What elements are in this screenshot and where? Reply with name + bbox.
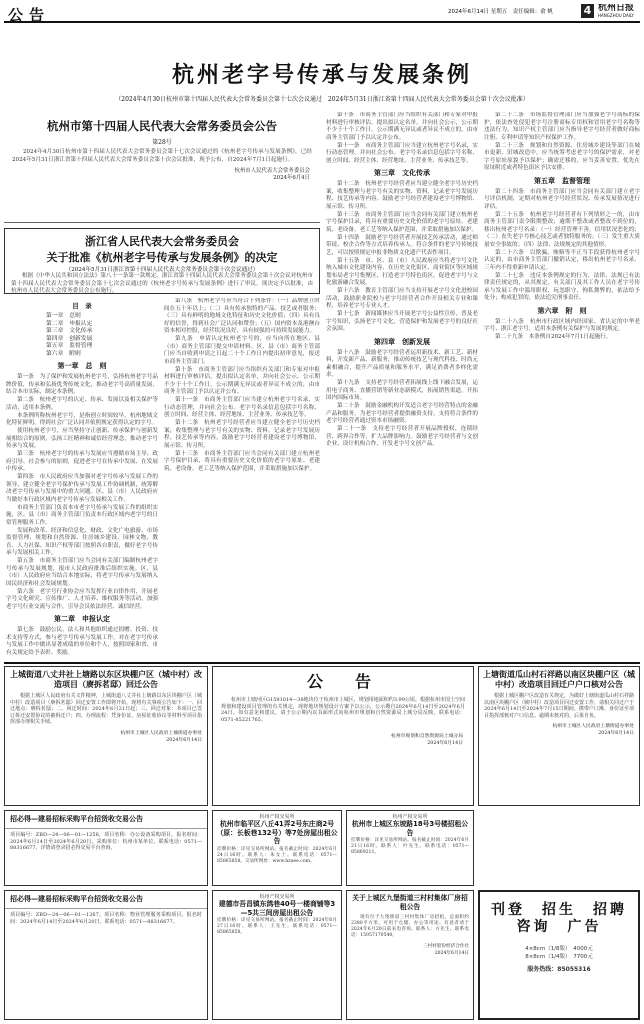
chapter-heading: 第五章 监督管理 (534, 176, 590, 185)
article-paragraph: 第二十九条 本条例自2024年7月1日起施行。 (495, 334, 612, 340)
promo-line: 咨询 广告 (516, 919, 602, 935)
toc-item: 第二章 申报认定 (46, 320, 93, 327)
article-paragraph: 市商务主管部门负责本市老字号传承与发展工作的组织实施，区、县（市）商务主管部门负责本行政区域内老字号的日常管理服务工作。 (6, 504, 158, 526)
article-paragraph: 第十二条 杭州老字号经营者应当建立健全老字号历史档案，收集整理与老字号有关的实物、资料，记录老字号发展历程、技艺传承等内容。鼓励老字号经营者建设老字号博物馆、展示馆、传习所。 (326, 181, 478, 210)
announcement-date: 2024年6月4日 (273, 175, 310, 181)
article-paragraph: 第十二条 杭州老字号经营者应当建立健全老字号历史档案，收集整理与老字号有关的实物、资料，记录老字号发展历程、技艺传承等内容。鼓励老字号经营者建设老字号博物馆、展示馆、传习所。 (164, 420, 320, 449)
article-paragraph: 第五条 市商务主管部门应当会同有关部门编制杭州老字号传承与发展规划，报市人民政府批准后组织实施。区、县（市）人民政府应当结合本地实际，将老字号传承与发展纳入国民经济和社会发展规划。 (6, 558, 158, 587)
article-title: 杭州老字号传承与发展条例 (171, 63, 472, 88)
ad-procurement-2 (4, 890, 208, 1020)
article-end-rule (4, 662, 640, 664)
ad-title: 上塘街道瓜山村石祥路以南区块棚户区（城中村）改造项目回迁户户口核对公告 (483, 670, 635, 689)
ad-rental-3 (212, 890, 342, 1020)
article-paragraph: 第二十条 鼓励金融机构开发适合老字号经营特点的金融产品和服务，为老字号经营者提供融资支持。支持符合条件的老字号经营者通过资本市场融资。 (326, 403, 478, 424)
article-paragraph: 第十三条 市商务主管部门应当会同有关部门建立杭州老字号保护目录，将具有重要历史文化价值的老字号原址、老建筑、老设备、老工艺等纳入保护范围，并采取措施加以保护。 (164, 450, 320, 472)
ad-body: 根据上城区人民政府有关文件精神，上城街道八丈井社上塘路以东区块棚户区（城中村）改造项目（赓拆茗邸）回迁安置工作即将开始，现将有关事项公告如下：一、回迁地点：赓拆茗邸；二、回迁时间：2024年6月21日起；三、回迁对象：本项目已签订拆迁安置协议的被拆迁户；四、办理流程：凭身份证、房屋征收协议等材料至项目指挥部办理相关手续。 (10, 693, 202, 725)
ad-body: 挂牌价格：详见交易所网站。报名截止时间：2024年6月27日16时。联系人：王先生。联系电话：0571—85865858。 (217, 918, 337, 935)
article-paragraph: 使用杭州老字号，应当坚持守正创新、传承保护与创新发展相结合的原则，弘扬工匠精神和诚信经营理念，推动老字号传承与发展。 (6, 428, 158, 449)
ad-body: 项目编号：ZBD—24—06—01—1267。项目名称：物业管理服务采购项目。报名时间：2024年6月14日至2024年6月20日。联系电话：0571—88316677。 (10, 912, 202, 925)
ad-date: 2024年6月14日 (427, 741, 463, 746)
chapter-heading: 第一章 总 则 (57, 362, 107, 370)
ad-organization: 杭州产权交易所 (259, 894, 295, 900)
promo-price: 4×8cm（1/8版） 4000元 (525, 946, 593, 952)
article-paragraph: 第六条 老字号行业协会应当发挥行业自律作用，开展老字号文化研究、宣传推广、人才培养、维权服务等活动，加强老字号行业交流与合作，引导会员依法经营、诚信经营。 (6, 588, 158, 610)
article-paragraph: 第十五条 市、区、县（市）人民政府应当将老字号文化纳入城市文化建设内容，在历史文化街区、商业街区等区域规划布局老字号集聚区，打造老字号特色街区，促进老字号与文化旅游融合发展。 (326, 257, 478, 286)
article-paragraph: 第十六条 教育主管部门应当支持开展老字号文化进校园活动，鼓励职业院校与老字号经营者合作开设相关专业和课程，培养老字号专业人才。 (326, 288, 478, 309)
article-paragraph: 第四条 市人民政府应当加强对老字号传承与发展工作的领导，建立健全老字号保护传承与发展工作协调机制，统筹解决老字号传承与发展中的重大问题。区、县（市）人民政府应当做好本行政区域内老字号传承与发展相关工作。 (6, 474, 158, 503)
promo-price: 8×8cm（1/4版） 7700元 (525, 954, 593, 960)
approval-decision (4, 228, 320, 294)
ad-signature: 杭州市上城区人民政府上塘街道办事处 (552, 724, 634, 729)
article-paragraph: 第三条 杭州老字号的传承与发展应当遵循市场主导、政府引导、社会参与的原则，促进老字号在传承中发展、在发展中传承。 (6, 451, 158, 472)
ad-planning-notice (212, 666, 474, 806)
article-paragraph: 第二条 杭州老字号的认定、传承、发展以及相关保护等活动，适用本条例。 (6, 397, 158, 411)
ad-procurement-1 (4, 810, 208, 886)
article-paragraph: 第二十六条 以欺骗、贿赂等不正当手段获得杭州老字号认定的，由市商务主管部门撤销认定，移出杭州老字号名录，三年内不得重新申请认定。 (484, 249, 640, 271)
article-paragraph: 第二十三条 规划和自然资源、住房城乡建设等部门在城市更新、旧城改造中，应当统筹考虑老字号的保护需求，对老字号原址原貌予以保护；确需迁移的，应当妥善安置，优先在原址附近或者特色街区予以安排。 (484, 142, 640, 171)
ad-body: 杭州市上塘河区G1591014—38地块位于杭州市上城区，规划用地面积约3.99公顷。根据杭州市国土空间规划和建设项目管理的有关规定，现将地块规划设计方案予以公示，公示期自2024年6月14日至2024年6月24日。如有意见和建议，请于公示期内以书面形式向杭州市规划和自然资源局上城分局反映。联系电话：0571-85221765。 (221, 697, 465, 723)
page-number: 4 (581, 4, 594, 18)
announcement-title: 杭州市第十四届人民代表大会常务委员会公告 (47, 119, 277, 133)
ad-title: 关于上城区九堡街道三村村集体厂房招租公告 (352, 894, 468, 911)
article-paragraph: 第一条 为了保护和发展杭州老字号，弘扬杭州老字号品牌价值，传承和弘扬优秀传统文化，推动老字号高质量发展，结合本市实际，制定本条例。 (6, 374, 158, 395)
article-paragraph: 第二十八条 杭州市行政区域内经国家、省认定的中华老字号、浙江老字号，适用本条例有关保护与发展的规定。 (484, 318, 640, 332)
ad-title: 招必得—建易招标采购平台招货收交易公告 (5, 811, 207, 829)
ad-date: 2024年6月14日 (598, 731, 634, 736)
article-column-1 (6, 298, 158, 660)
article-paragraph: 第十七条 新闻媒体应当开展老字号公益性宣传，普及老字号知识，弘扬老字号文化，营造保护和发展老字号的良好社会氛围。 (326, 311, 478, 332)
article-paragraph: 第十八条 鼓励老字号经营者运用新技术、新工艺、新材料，开发新产品、新服务，推动传统技艺与现代科技、时尚元素相融合，提升产品质量和服务水平，满足消费者多样化需求。 (326, 349, 478, 378)
chapter-heading: 第三章 文化传承 (374, 169, 430, 177)
paper-name-en: HANGZHOU DAILY (598, 13, 634, 18)
ad-signature: 杭州市上城区人民政府上城街道办事处 (120, 730, 202, 736)
ad-body: 项目编号：ZBD—24—06—01—1258。项目名称：办公设备采购项目。报名时间：2024年6月14日至2024年6月20日。采购单位：杭州市某单位。联系电话：0571—88316677。详情请登录招必得交易平台查询。 (10, 832, 202, 851)
article-paragraph: 第二十二条 市场监督管理部门应当加强老字号商标的保护，依法查处侵犯老字号注册商标专用权和冒用老字号名称等违法行为。知识产权主管部门应当指导老字号经营者做好商标注册、专利申请等知识产权保护工作。 (484, 112, 640, 141)
article-paragraph: 第二十一条 支持老字号经营者开展品牌授权、连锁经营、跨界合作等，扩大品牌影响力。鼓励老字号经营者与文创企业、设计机构合作，开发老字号文创产品。 (326, 426, 478, 447)
article-paragraph: 第十一条 市商务主管部门应当建立杭州老字号名录，实行动态管理，并向社会公布。老字号名录信息包括字号名称、创立时间、经营主体、经营地址、主营业务、传承技艺等。 (326, 142, 478, 164)
decision-title-line2: 关于批准《杭州老字号传承与发展条例》的决定 (46, 251, 278, 264)
paper-name: 杭州日报 (598, 4, 635, 12)
ad-factory-rental (346, 890, 474, 1020)
ad-relocation-notice (4, 666, 208, 806)
header-rule (4, 21, 640, 23)
ad-date: 2024年6月14日 (166, 737, 202, 743)
toc-item: 第三章 文化传承 (46, 328, 93, 334)
toc-item: 第五章 监督管理 (46, 343, 93, 349)
decision-body: 根据《中华人民共和国立法法》第八十一条第一款规定，浙江省第十四届人民代表大会常务委员会第十次会议对杭州市第十四届人民代表大会常务委员会第十七次会议通过的《杭州老字号传承与发展条例》进行了审议，现决定予以批准，由杭州市人民代表大会常务委员会公布施行。 (11, 273, 313, 294)
toc-item: 第四章 创新发展 (46, 335, 93, 342)
ad-title: 公 告 (306, 672, 379, 691)
ad-title: 杭州市上城区东坡路18号3号楼招租公告 (351, 820, 469, 837)
ad-date: 2024年6月14日 (434, 951, 469, 956)
ad-household-check (478, 666, 640, 806)
announcement-body: 2024年4月30日杭州市第十四届人民代表大会常务委员会第十七次会议通过的《杭州老字号传承与发展条例》，已经2024年5月31日浙江省第十四届人民代表大会常务委员会第十次会议批准，现予公布，自2024年7月1日起施行。 (12, 149, 312, 163)
ad-body: 根据上城区棚户区改造有关规定，为做好上塘街道瓜山村石祥路以南区块棚户区（城中村）改造项目回迁安置工作，请相关回迁户于2024年6月14日至2024年7月15日期间，携带户口簿、身份证至项目指挥部核对户口信息。逾期未核对的，后果自负。 (484, 693, 635, 719)
ad-organization: 杭州产权交易所 (259, 814, 295, 820)
ad-classified-promo (478, 890, 640, 1020)
ad-continued (478, 810, 640, 886)
decision-subtitle: （2024年5月31日浙江省第十四届人民代表大会常务委员会第十次会议通过） (65, 267, 259, 273)
article-paragraph: 第十一条 市商务主管部门应当建立杭州老字号名录，实行动态管理，并向社会公布。老字号名录信息包括字号名称、创立时间、经营主体、经营地址、主营业务、传承技艺等。 (164, 397, 320, 418)
announcement-signature: 杭州市人民代表大会常务委员会 (234, 168, 310, 174)
article-paragraph: 第十四条 鼓励老字号经营者开展技艺传承活动，通过师带徒、校企合作等方式培养传承人。符合条件的老字号传统技艺，可以按照规定申报非物质文化遗产代表性项目。 (326, 234, 478, 256)
ad-title: 杭州市临平区八丘41弄2号东庄商2号（原：长板巷132号）等7处房屋出租公告 (216, 820, 338, 845)
toc-item: 第一章 总则 (46, 313, 81, 319)
section-title: 公告 (8, 6, 51, 24)
article-paragraph: 第二十四条 市商务主管部门应当会同有关部门建立老字号评估机制，定期对杭州老字号经营状况、传承发展情况进行评估。 (484, 188, 640, 210)
decision-title-line1: 浙江省人民代表大会常务委员会 (85, 235, 239, 248)
chapter-heading: 第二章 申报认定 (54, 615, 110, 623)
chapter-heading: 第六章 附 则 (537, 306, 587, 315)
article-paragraph: 第十九条 支持老字号经营者拓展线上线下融合发展，运用电子商务、直播营销等新业态新模式，拓展销售渠道，开拓国内国际市场。 (326, 380, 478, 401)
ad-title: 建德市吾昌镇东鸽巷40号一楼商铺等3—5共三间房屋出租公告 (218, 900, 336, 917)
article-paragraph: 第二十五条 杭州老字号经营者有下列情形之一的，由市商务主管部门责令限期整改；逾期不整改或者整改不到位的，移出杭州老字号名录：（一）经营管理不善，信用状况恶化的；（二）丧失老字号核心技艺或者独特服务的；（三）发生重大质量安全事故的；（四）法律、法规规定的其他情形。 (484, 211, 640, 248)
article-paragraph: 第十条 市商务主管部门应当组织有关部门和专家对申报材料进行审核评估，提出拟认定名单，并向社会公示，公示期不少于十个工作日。公示期满无异议或者异议不成立的，由市商务主管部门予以认定并公布。 (326, 112, 478, 141)
article-paragraph: 发展和改革、经济和信息化、财政、文化广电旅游、市场监督管理、规划和自然资源、住房城乡建设、园林文物、教育、人力社保、知识产权等部门按照各自职责，做好老字号传承与发展相关工作。 (6, 527, 158, 556)
toc-heading: 目 录 (72, 302, 92, 310)
issue-date: 2024年6月14日 星期五 责任编辑：俞 帆 (448, 9, 554, 15)
ad-body: 挂牌价格：详见交易所网站。报名截止时间：2024年6月21日16时。联系人：叶先生。联系电话：0571—85869211。 (351, 838, 469, 855)
promo-phone: 服务热线：85055316 (527, 966, 591, 973)
announcement-number: 第28号 (152, 139, 172, 146)
article-column-2 (164, 298, 320, 660)
ad-organization: 杭州产权交易所 (392, 814, 428, 820)
article-paragraph: 第七条 鼓励公民、法人和其他组织通过捐赠、投资、技术支持等方式，参与老字号传承与发展工作。对在老字号传承与发展工作中做出显著成绩的单位和个人，按照国家和省、市有关规定给予表彰、奖励。 (6, 627, 158, 656)
toc-item: 第六章 附则 (46, 350, 81, 357)
promo-line: 刊登 招生 招聘 (491, 902, 627, 918)
article-column-3 (326, 112, 478, 660)
article-paragraph: 第九条 申请认定杭州老字号的，应当向所在地区、县（市）商务主管部门提交申请材料。区、县（市）商务主管部门应当自收到申请之日起二十个工作日内提出初审意见，报送市商务主管部门。 (164, 336, 320, 365)
article-paragraph: 第十三条 市商务主管部门应当会同有关部门建立杭州老字号保护目录，将具有重要历史文化价值的老字号原址、老建筑、老设备、老工艺等纳入保护范围，并采取措施加以保护。 (326, 211, 478, 233)
ad-body: 现有位于九堡街道三村村集体厂房招租，总面积约2380平方米，可用于仓储、办公等用途。有意者请于2024年6月20日前来电咨询。联系人：方先生。联系电话：15957170540。 (351, 915, 469, 938)
divider (4, 222, 320, 223)
ad-title: 招必得—建易招标采购平台招货收交易公告 (5, 891, 207, 909)
ad-rental-2 (346, 810, 474, 886)
ad-body: 挂牌价格：详见交易所网站。报名截止时间：2024年6月24日16时。联系人：朱女士。联系电话：0571—85865858。交易所网址：www.hzaee.com。 (217, 846, 337, 864)
article-paragraph: 第十条 市商务主管部门应当组织有关部门和专家对申报材料进行审核评估，提出拟认定名单，并向社会公示，公示期不少于十个工作日。公示期满无异议或者异议不成立的，由市商务主管部门予以认定并公布。 (164, 366, 320, 395)
article-paragraph: 第八条 杭州老字号应当符合下列条件：（一）品牌创立时间在五十年以上；（二）具有传承独特的产品、技艺或者服务；（三）具有鲜明的地域文化特征和历史文化价值；（四）具有良好的信誉，得到社会广泛认同和赞誉；（五）国内资本及港澳台资本相对控股，经营状况良好，具有较强的可持续发展能力。 (164, 298, 320, 334)
table-of-contents (6, 313, 158, 358)
standing-committee-announcement (4, 112, 320, 220)
article-column-4 (484, 112, 640, 660)
ad-signature: 三村村股份经济合作社 (423, 944, 469, 949)
article-paragraph: 本条例所称杭州老字号，是指创立时间较早，杭州地域文化特征鲜明，得到社会广泛认同并依照规定获得认定的字号。 (6, 412, 158, 426)
ad-rental-1 (212, 810, 342, 886)
chapter-heading: 第四章 创新发展 (374, 337, 430, 346)
article-subtitle: （2024年4月30日杭州市第十四届人民代表大会常务委员会第十七次会议通过 2024年5月31日浙江省第十四届人民代表大会常务委员会第十次会议批准） (115, 96, 529, 103)
ad-title: 上城街道八丈井社上塘路以东区块棚户区（城中村）改造项目（赓拆茗邸）回迁公告 (10, 670, 202, 689)
article-paragraph: 第二十七条 违反本条例规定的行为，法律、法规已有法律责任规定的，从其规定。有关部门及其工作人员在老字号传承与发展工作中滥用职权、玩忽职守、徇私舞弊的，依法给予处分；构成犯罪的，依法追究刑事责任。 (484, 272, 640, 301)
ad-signature: 杭州市规划和自然资源局上城分局 (391, 734, 463, 739)
